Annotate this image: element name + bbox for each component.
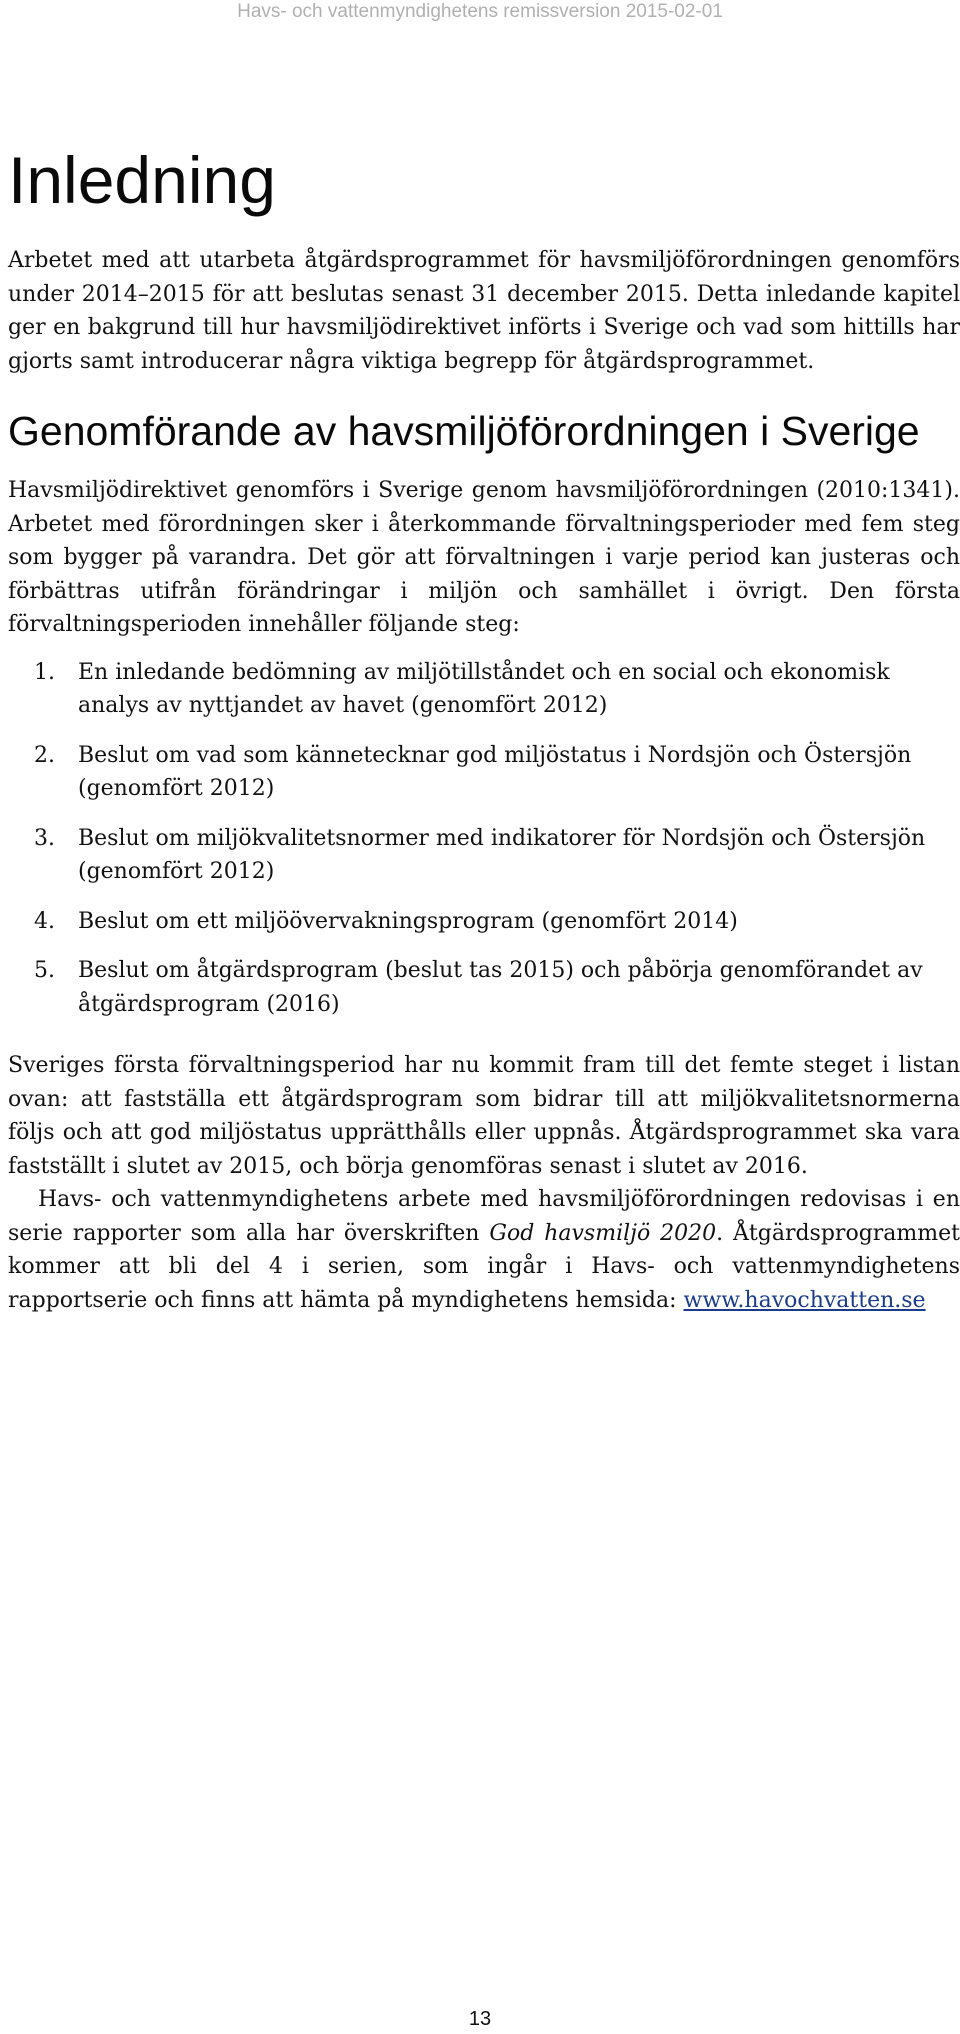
running-header: Havs- och vattenmyndighetens remissversion 2015-02-01 xyxy=(237,1,723,22)
website-link[interactable]: www.havochvatten.se xyxy=(683,1287,926,1313)
intro-paragraph: Arbetet med att utarbeta åtgärdsprogrammet för havsmiljöförordningen genomförs under 2014–2015 för att beslutas senast 31 december 2015. Detta inledande kapitel ger en bakgrund till hur havsmiljödirektivet införts i Sverige och vad som hittills har gjorts samt introducerar några viktiga begrepp för åtgärdsprogrammet. xyxy=(8,248,960,374)
page-content xyxy=(8,138,960,1317)
status-paragraph: Sveriges första förvaltningsperiod har nu kommit fram till det femte steget i listan ovan: att fastställa ett åtgärdsprogram som bidrar till att miljökvalitetsnormerna följs och att god miljöstatus upprätthålls eller uppnås. Åtgärdsprogrammet ska vara fastställt i slutet av 2015, och börja genomföras senast i slutet av 2016. xyxy=(8,1053,960,1179)
list-item xyxy=(8,656,960,723)
list-item-number: 3. xyxy=(34,825,55,851)
chapter-title: Inledning xyxy=(8,143,276,217)
list-item-text: Beslut om vad som kännetecknar god miljöstatus i Nordsjön och Östersjön (genomfört 2012) xyxy=(78,742,912,801)
list-item-number: 4. xyxy=(34,908,55,934)
list-item-number: 2. xyxy=(34,742,55,768)
report-text-start: Havs- och vattenmyndighetens arbete med havsmiljöförordningen redovisas i en serie rapporter som alla har överskriften xyxy=(8,1187,960,1246)
list-item-text: En inledande bedömning av miljötillståndet och en social och ekonomisk analys av nyttjandet av havet (genomfört 2012) xyxy=(78,659,890,718)
list-item-number: 5. xyxy=(34,958,55,983)
list-item-text: Beslut om ett miljöövervakningsprogram (genomfört 2014) xyxy=(78,908,738,934)
report-paragraph xyxy=(8,1183,960,1317)
list-item-number: 1. xyxy=(34,659,55,685)
section-paragraph: Havsmiljödirektivet genomförs i Sverige genom havsmiljöförordningen (2010:1341). Arbetet med förordningen sker i återkommande förvaltningsperioder med fem steg som bygger på varandra. Det gör att förvaltningen i varje period kan justeras och förbättras utifrån förändringar i miljön och samhället i övrigt. Den första förvaltningsperioden innehåller följande steg: xyxy=(8,478,960,637)
list-item-text: Beslut om miljökvalitetsnormer med indikatorer för Nordsjön och Östersjön (genomfört 2012) xyxy=(78,825,926,884)
list-item xyxy=(8,954,960,1021)
report-series-title: God havsmiljö 2020 xyxy=(489,1220,717,1246)
section-heading: Genomförande av havsmiljöförordningen i Sverige xyxy=(8,408,920,454)
list-item xyxy=(8,822,960,889)
list-item xyxy=(8,905,960,939)
list-item-text: Beslut om åtgärdsprogram (beslut tas 2015) och påbörja genomförandet av åtgärdsprogram (2016) xyxy=(78,958,923,1017)
report-text-end: . Åtgärdsprogrammet kommer att bli del 4 i serien, som ingår i Havs- och vattenmyndighetens rapportserie och finns att hämta på myndighetens hemsida: xyxy=(8,1220,960,1313)
page-number: 13 xyxy=(468,2008,492,2030)
list-item xyxy=(8,739,960,806)
steps-list xyxy=(8,656,960,1022)
